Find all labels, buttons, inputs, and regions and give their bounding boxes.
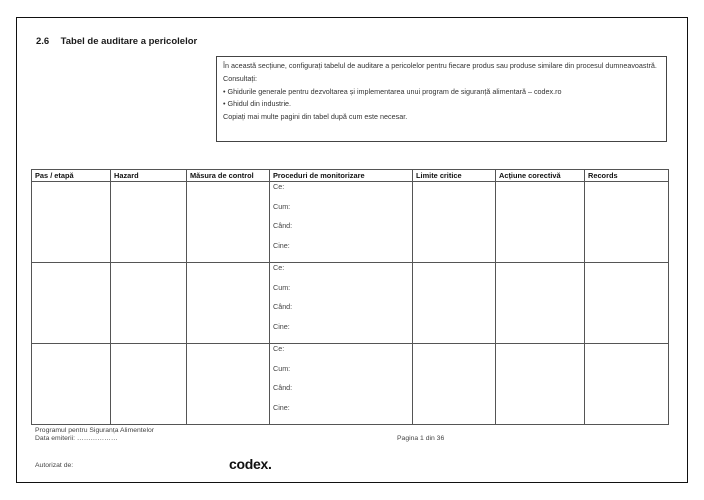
monitoring-what-label: Ce: <box>273 263 285 272</box>
cell-monitoring[interactable] <box>270 182 413 263</box>
cell-step[interactable] <box>32 344 111 425</box>
section-title: Tabel de auditare a pericolelor <box>60 36 198 47</box>
cell-control-measure[interactable] <box>187 182 270 263</box>
info-consult-label: Consultați: <box>223 73 257 83</box>
monitoring-how-label: Cum: <box>273 282 291 292</box>
cell-records[interactable] <box>585 263 669 344</box>
info-box <box>216 56 667 142</box>
footer-program-info <box>35 427 154 443</box>
footer-program-name: Programul pentru Siguranța Alimentelor <box>35 427 155 434</box>
header-monitoring-procedures: Proceduri de monitorizare <box>270 170 413 182</box>
cell-records[interactable] <box>585 344 669 425</box>
section-heading <box>36 36 197 47</box>
info-intro: În această secțiune, configurați tabelul de auditare a pericolelor pentru fiecare produs sau produse similare din procesul dumneavoastră. <box>223 61 657 70</box>
info-bullet-industry: • Ghidul din industrie. <box>223 99 292 109</box>
monitoring-who-label: Cine: <box>273 321 290 331</box>
header-critical-limits: Limite critice <box>413 170 496 182</box>
header-control-measure: Măsura de control <box>187 170 270 182</box>
cell-records[interactable] <box>585 182 669 263</box>
codex-logo: codex. <box>229 456 272 472</box>
header-records: Records <box>585 170 669 182</box>
table-row <box>32 263 669 344</box>
cell-monitoring[interactable] <box>270 344 413 425</box>
cell-monitoring[interactable] <box>270 263 413 344</box>
header-hazard: Hazard <box>111 170 187 182</box>
monitoring-how-label: Cum: <box>273 201 291 211</box>
monitoring-how-label: Cum: <box>273 363 291 373</box>
monitoring-when-label: Când: <box>273 302 293 311</box>
footer-issue-date: Data emiterii: ……………… <box>35 435 118 442</box>
monitoring-when-label: Când: <box>273 221 293 230</box>
table-row <box>32 182 669 263</box>
cell-critical-limits[interactable] <box>413 263 496 344</box>
cell-control-measure[interactable] <box>187 344 270 425</box>
cell-control-measure[interactable] <box>187 263 270 344</box>
footer-authorized-by: Autorizat de: <box>35 462 74 469</box>
cell-hazard[interactable] <box>111 182 187 263</box>
monitoring-when-label: Când: <box>273 383 293 392</box>
cell-hazard[interactable] <box>111 263 187 344</box>
cell-critical-limits[interactable] <box>413 344 496 425</box>
table-header-row <box>32 170 669 182</box>
cell-corrective-action[interactable] <box>496 182 585 263</box>
monitoring-what-label: Ce: <box>273 344 285 353</box>
info-bullet-guidelines: • Ghidurile generale pentru dezvoltarea și implementarea unui program de siguranță alimentară – codex.ro <box>223 86 562 96</box>
monitoring-what-label: Ce: <box>273 182 285 191</box>
cell-step[interactable] <box>32 263 111 344</box>
monitoring-who-label: Cine: <box>273 240 290 250</box>
cell-corrective-action[interactable] <box>496 263 585 344</box>
info-copy-note: Copiați mai multe pagini din tabel după cum este necesar. <box>223 112 408 122</box>
header-step: Pas / etapă <box>32 170 111 182</box>
table-row <box>32 344 669 425</box>
hazard-audit-table <box>31 169 669 425</box>
cell-step[interactable] <box>32 182 111 263</box>
cell-corrective-action[interactable] <box>496 344 585 425</box>
cell-hazard[interactable] <box>111 344 187 425</box>
cell-critical-limits[interactable] <box>413 182 496 263</box>
footer-page-number: Pagina 1 din 36 <box>397 435 445 442</box>
section-number: 2.6 <box>36 36 50 47</box>
monitoring-who-label: Cine: <box>273 402 290 412</box>
header-corrective-action: Acțiune corectivă <box>496 170 585 182</box>
